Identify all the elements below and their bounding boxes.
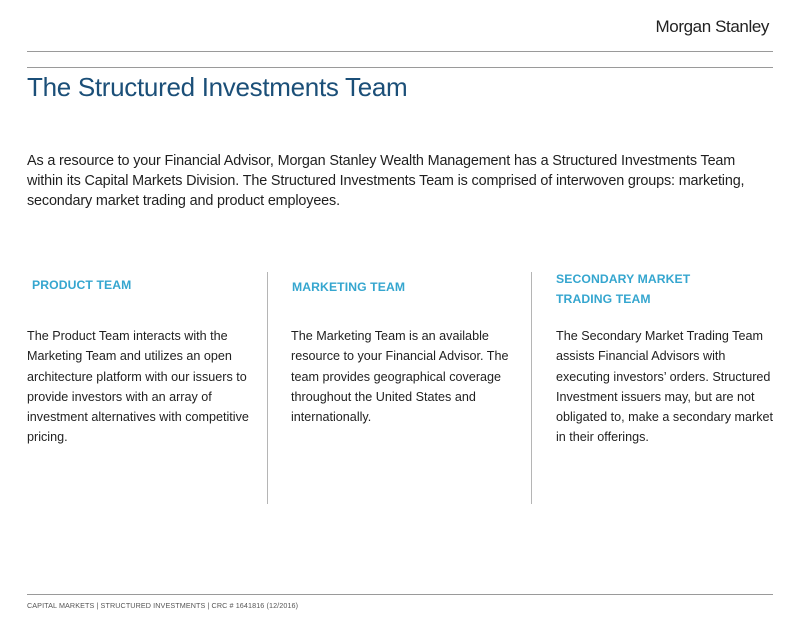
secondary-market-heading-line2: TRADING TEAM bbox=[556, 292, 651, 306]
column-divider bbox=[267, 272, 268, 504]
footer-text: CAPITAL MARKETS | STRUCTURED INVESTMENTS | CRC # 1641816 (12/2016) bbox=[27, 601, 299, 610]
intro-paragraph: As a resource to your Financial Advisor, Morgan Stanley Wealth Management has a Structured Investments Team within its Capital Markets Division. The Structured Investments Team is comprised of interwoven groups: marketing, secondary market trading and product employees. bbox=[27, 153, 745, 209]
morgan-stanley-logo: Morgan Stanley bbox=[655, 17, 769, 36]
marketing-team-heading: MARKETING TEAM bbox=[292, 280, 406, 294]
header-rule-top bbox=[27, 51, 773, 52]
marketing-team-body: The Marketing Team is an available resource to your Financial Advisor. The team provides geographical coverage throughout the United States and internationally. bbox=[291, 329, 509, 425]
column-divider bbox=[531, 272, 532, 504]
footer-rule bbox=[27, 594, 773, 595]
secondary-market-heading-line1: SECONDARY MARKET bbox=[556, 272, 691, 286]
secondary-market-body: The Secondary Market Trading Team assists Financial Advisors with executing investors’ orders. Structured Investment issuers may, but are not obligated to, make a secondary market in their offerings. bbox=[556, 329, 774, 445]
header-rule-bottom bbox=[27, 67, 773, 68]
product-team-body: The Product Team interacts with the Marketing Team and utilizes an open architecture platform with our issuers to provide investors with an array of investment alternatives with competitive pricing. bbox=[27, 329, 249, 445]
page-title: The Structured Investments Team bbox=[27, 72, 408, 102]
product-team-heading: PRODUCT TEAM bbox=[32, 278, 132, 292]
